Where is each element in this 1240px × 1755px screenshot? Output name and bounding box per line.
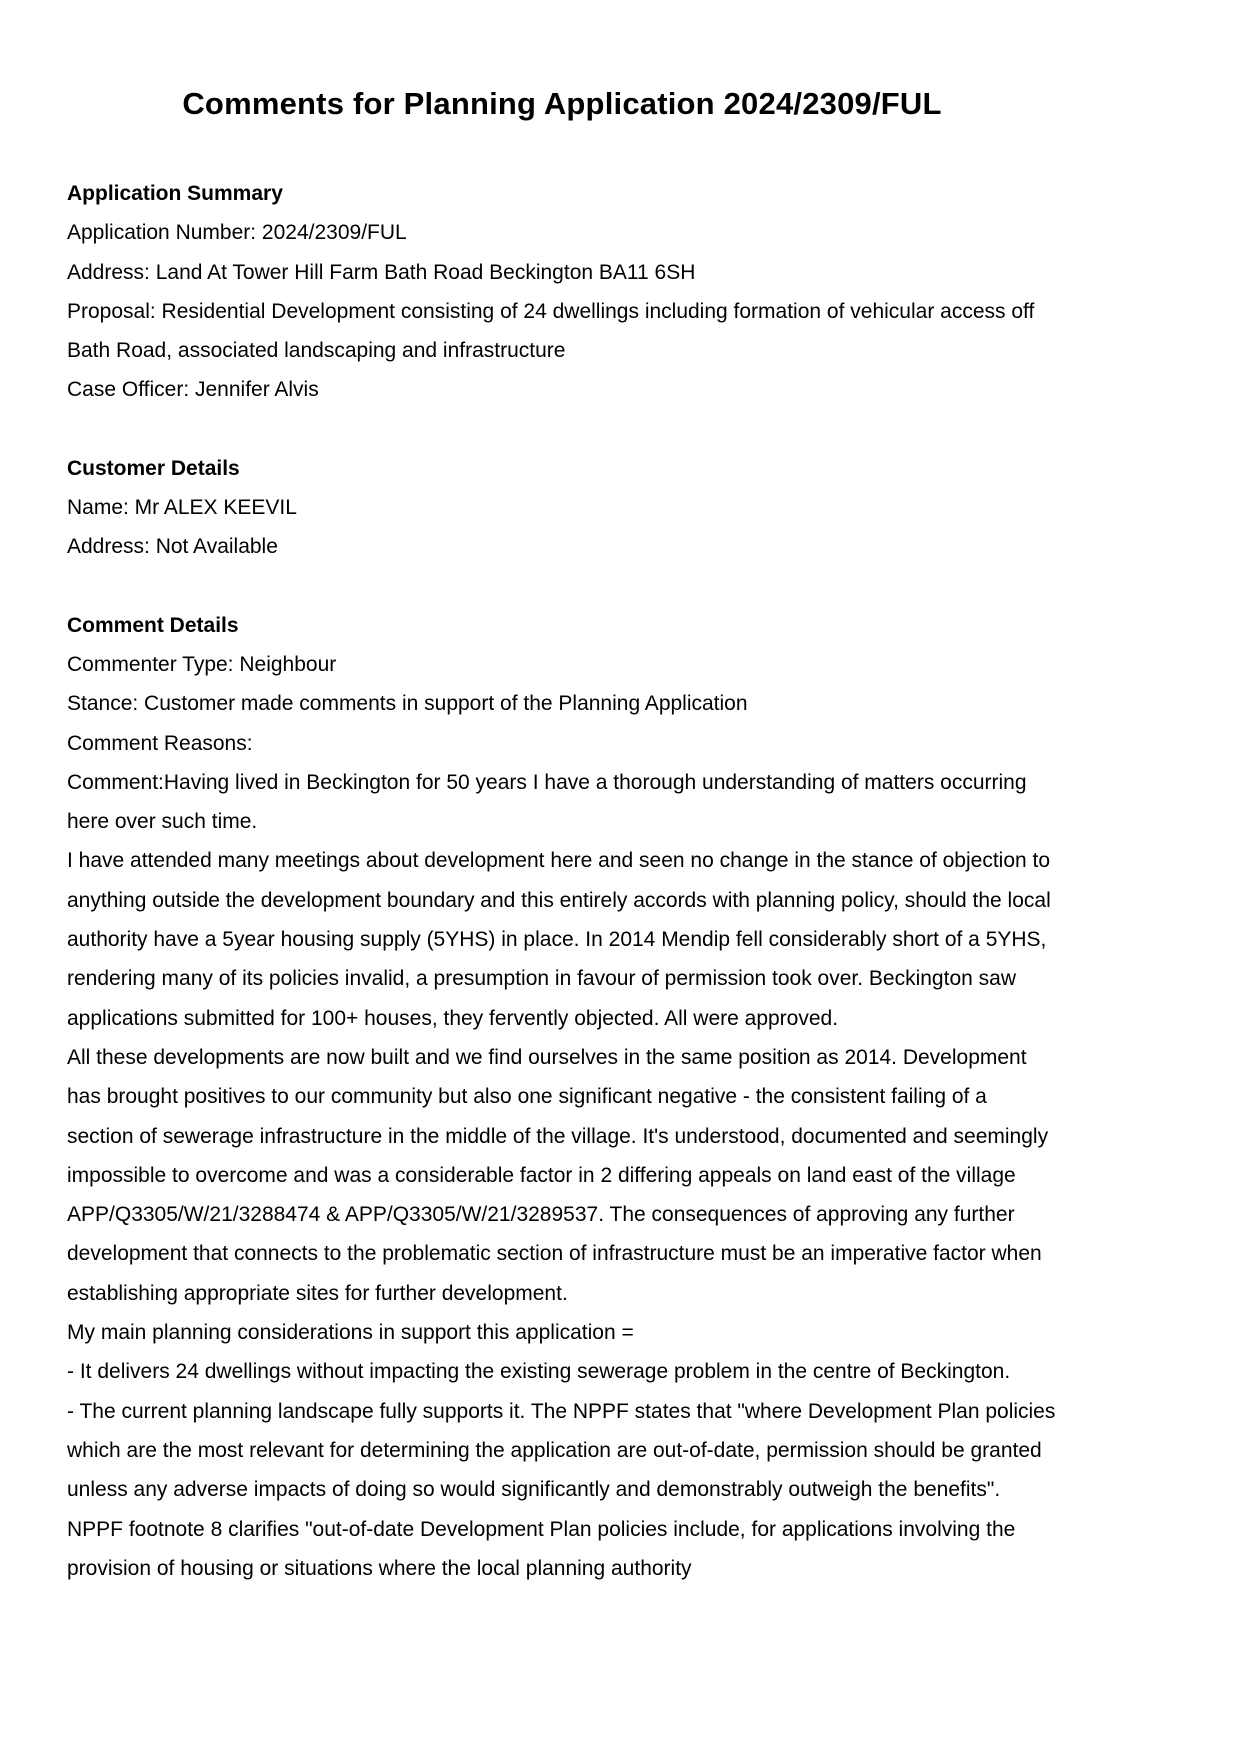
comment-paragraph-3: All these developments are now built and we find ourselves in the same position as 2014. Development has brought positives to our community but also one significant negative - the consistent failing of a section of sewerage infrastructure in the middle of the village. It's understood, documented and seemingly impossible to overcome and was a considerable factor in 2 differing appeals on land east of the village APP/Q3305/W/21/3288474 & APP/Q3305/W/21/3289537. The consequences of approving any further development that connects to the problematic section of infrastructure must be an imperative factor when establishing appropriate sites for further development.	[67, 1045, 1049, 1305]
site-address-line: Address: Land At Tower Hill Farm Bath Road Beckington BA11 6SH	[67, 260, 696, 284]
comment-reasons-line: Comment Reasons:	[67, 731, 253, 755]
application-number-line: Application Number: 2024/2309/FUL	[67, 221, 407, 245]
customer-name-line: Name: Mr ALEX KEEVIL	[67, 496, 297, 520]
customer-details-heading: Customer Details	[67, 456, 240, 480]
comment-bullet-1: - It delivers 24 dwellings without impacting the existing sewerage problem in the centre of Beckington.	[67, 1360, 1011, 1384]
customer-address-line: Address: Not Available	[67, 535, 278, 559]
comment-details-section	[67, 606, 1057, 1588]
commenter-type-line: Commenter Type: Neighbour	[67, 652, 337, 676]
comment-bullet-2: - The current planning landscape fully supports it. The NPPF states that "where Development Plan policies which are the most relevant for determining the application are out-of-date, permission should be granted unless any adverse impacts of doing so would significantly and demonstrably outweigh the benefits". NPPF footnote 8 clarifies "out-of-date Development Plan policies include, for applications involving the provision of housing or situations where the local planning authority	[67, 1399, 1056, 1580]
case-officer-line: Case Officer: Jennifer Alvis	[67, 378, 319, 402]
document-title: Comments for Planning Application 2024/2309/FUL	[182, 86, 942, 121]
comment-paragraph-4: My main planning considerations in support this application =	[67, 1321, 634, 1345]
customer-details-section	[67, 449, 1057, 567]
comment-paragraph-2: I have attended many meetings about development here and seen no change in the stance of objection to anything outside the development boundary and this entirely accords with planning policy, should the local authority have a 5year housing supply (5YHS) in place. In 2014 Mendip fell considerably short of a 5YHS, rendering many of its policies invalid, a presumption in favour of permission took over. Beckington saw applications submitted for 100+ houses, they fervently objected. All were approved.	[67, 849, 1051, 1030]
proposal-line: Proposal: Residential Development consisting of 24 dwellings including formation of vehicular access off Bath Road, associated landscaping and infrastructure	[67, 299, 1035, 363]
stance-line: Stance: Customer made comments in support of the Planning Application	[67, 692, 748, 716]
document-content-column	[67, 84, 1057, 1588]
application-summary-section	[67, 174, 1057, 410]
comment-details-heading: Comment Details	[67, 613, 239, 637]
comment-paragraph-1: Comment:Having lived in Beckington for 50 years I have a thorough understanding of matters occurring here over such time.	[67, 770, 1027, 834]
application-summary-heading: Application Summary	[67, 182, 283, 205]
